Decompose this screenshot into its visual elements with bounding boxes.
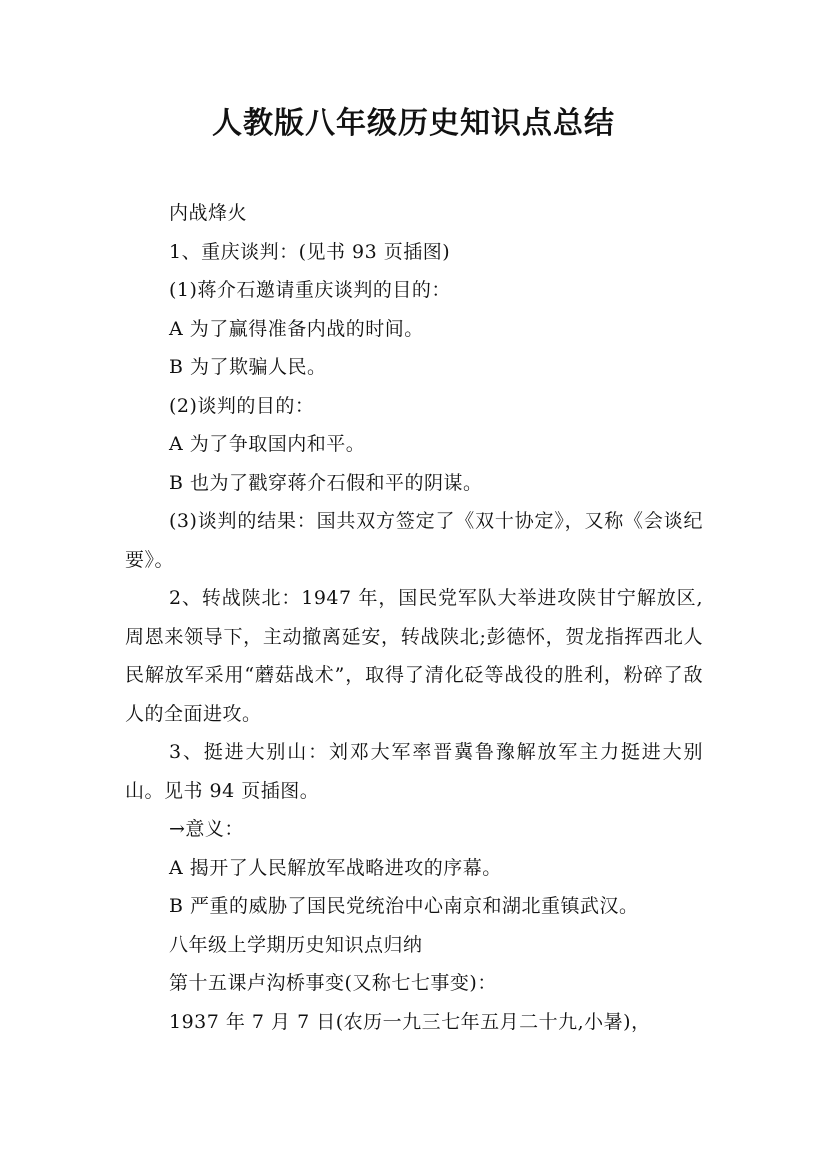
item-purpose-a: A 为了赢得准备内战的时间。	[169, 317, 424, 340]
item-negotiation-purpose-b: B 也为了戳穿蒋介石假和平的阴谋。	[169, 471, 483, 494]
significance-b: B 严重的威胁了国民党统治中心南京和湖北重镇武汉。	[169, 895, 639, 917]
significance-label: →意义：	[169, 818, 244, 840]
item-negotiation-purpose-a: A 为了争取国内和平。	[169, 433, 366, 455]
section-heading-civil-war: 内战烽火	[169, 202, 248, 224]
paragraph-last-line: 1937 年 7 月 7 日(农历一九三七年五月二十九,小暑)，	[169, 1010, 651, 1033]
paragraph-north-shaanxi: 2、转战陕北：1947 年，国民党军队大举进攻陕甘宁解放区,周恩来领导下，主动撤离延安，转战陕北;彭德怀，贺龙指挥西北人民解放军采用“蘑菇战术”，取得了清化砭等战役的胜利，粉碎了敌人的全面进攻。	[125, 587, 703, 725]
lesson-heading: 第十五课卢沟桥事变(又称七七事变)：	[169, 972, 497, 994]
paragraph-negotiation-result: (3)谈判的结果：国共双方签定了《双十协定》，又称《会谈纪要》。	[125, 510, 703, 571]
item-chiang-purpose: (1)蒋介石邀请重庆谈判的目的：	[169, 279, 451, 301]
document-title: 人教版八年级历史知识点总结	[212, 106, 615, 141]
document-body	[125, 194, 703, 1041]
significance-a: A 揭开了人民解放军战略进攻的序幕。	[169, 856, 502, 879]
paragraph-dabie-mountains: 3、挺进大别山：刘邓大军率晋冀鲁豫解放军主力挺进大别山。见书 94 页插图。	[125, 741, 703, 802]
item-purpose-b: B 为了欺骗人民。	[169, 356, 327, 378]
item-negotiation-purpose: (2)谈判的目的：	[169, 394, 315, 417]
item-chongqing-negotiation: 1、重庆谈判：(见书 93 页插图)	[169, 240, 451, 263]
section-heading-grade8: 八年级上学期历史知识点归纳	[169, 933, 423, 956]
